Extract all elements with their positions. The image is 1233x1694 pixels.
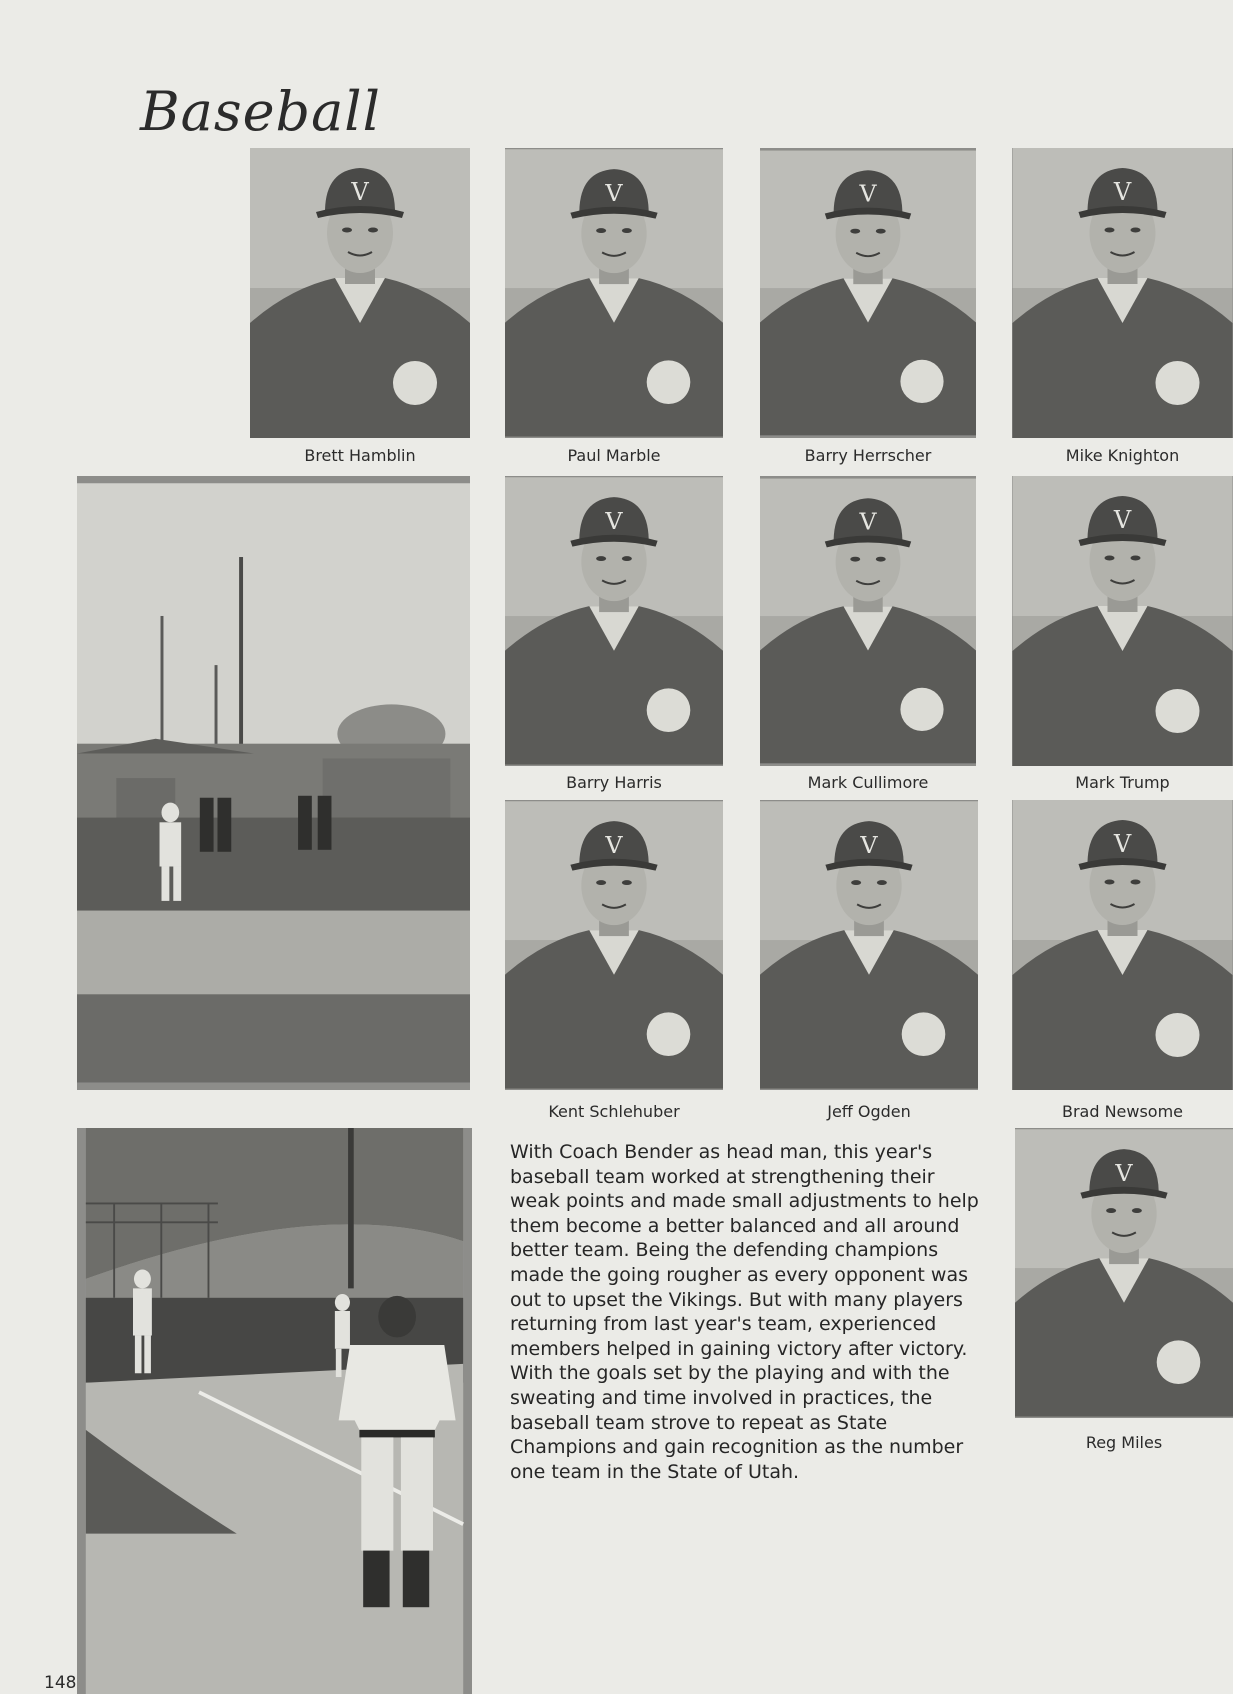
portrait-caption: Barry Harris bbox=[566, 773, 662, 792]
portrait-mike-knighton bbox=[1012, 148, 1233, 438]
portrait-photo bbox=[1012, 800, 1233, 1090]
portrait-caption: Mike Knighton bbox=[1065, 446, 1180, 465]
field-photo bbox=[77, 476, 470, 1090]
action-photo-outfield bbox=[77, 476, 470, 1090]
page-number: 148 bbox=[44, 1673, 77, 1693]
portrait-photo bbox=[250, 148, 470, 438]
portrait-photo bbox=[505, 476, 723, 766]
portrait-caption: Barry Herrscher bbox=[804, 446, 932, 465]
portrait-caption: Brad Newsome bbox=[1061, 1102, 1184, 1121]
portrait-photo bbox=[760, 800, 978, 1090]
portrait-caption: Kent Schlehuber bbox=[548, 1102, 680, 1121]
portrait-mark-cullimore bbox=[760, 476, 976, 766]
portrait-caption: Brett Hamblin bbox=[304, 446, 416, 465]
portrait-photo bbox=[1012, 476, 1233, 766]
portrait-photo bbox=[760, 148, 976, 438]
portrait-caption: Jeff Ogden bbox=[827, 1102, 911, 1121]
portrait-paul-marble bbox=[505, 148, 723, 438]
portrait-mark-trump bbox=[1012, 476, 1233, 766]
portrait-barry-herrscher bbox=[760, 148, 976, 438]
portrait-photo bbox=[1015, 1128, 1233, 1418]
portrait-barry-harris bbox=[505, 476, 723, 766]
portrait-photo bbox=[505, 148, 723, 438]
page-title: Baseball bbox=[140, 80, 381, 143]
portrait-reg-miles bbox=[1015, 1128, 1233, 1418]
portrait-caption: Paul Marble bbox=[567, 446, 661, 465]
portrait-kent-schlehuber bbox=[505, 800, 723, 1090]
portrait-photo bbox=[505, 800, 723, 1090]
action-photo-infield bbox=[77, 1128, 472, 1694]
portrait-photo bbox=[760, 476, 976, 766]
portrait-caption: Mark Cullimore bbox=[807, 773, 929, 792]
portrait-brett-hamblin bbox=[250, 148, 470, 438]
article-text: With Coach Bender as head man, this year's baseball team worked at strengthening their weak points and made small adjustments to help them become a better balanced and all around better team. Being the defending champions made the going rougher as every opponent was out to upset the Vikings. But with many players returning from last year's team, experienced members helped in gaining victory after victory. With the goals set by the playing and with the sweating and time involved in practices, the baseball team strove to repeat as State Champions and gain recognition as the number one team in the State of Utah. bbox=[510, 1141, 979, 1483]
field-photo bbox=[77, 1128, 472, 1694]
portrait-jeff-ogden bbox=[760, 800, 978, 1090]
portrait-caption: Mark Trump bbox=[1075, 773, 1170, 792]
portrait-brad-newsome bbox=[1012, 800, 1233, 1090]
portrait-caption: Reg Miles bbox=[1085, 1433, 1163, 1452]
portrait-photo bbox=[1012, 148, 1233, 438]
